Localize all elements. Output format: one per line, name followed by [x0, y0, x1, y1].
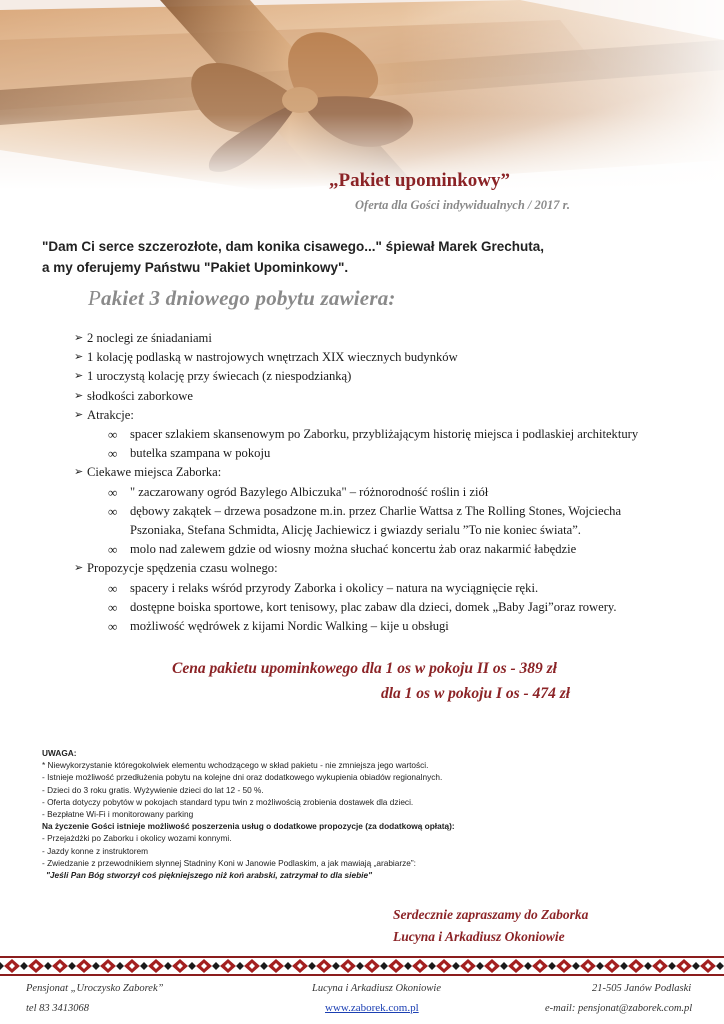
footer-email[interactable]: e-mail: pensjonat@zaborek.com.pl	[545, 1003, 693, 1014]
footer-owners: Lucyna i Arkadiusz Okoniowie	[312, 983, 442, 994]
sub-list-item: ∞ " zaczarowany ogród Bazylego Albiczuka" – różnorodność roślin i ziół	[74, 483, 638, 502]
closing-names: Lucyna i Arkadiusz Okoniowie	[393, 929, 565, 944]
offer-subtitle: Oferta dla Gości indywidualnych / 2017 r.	[355, 198, 570, 212]
folk-pattern-border	[0, 956, 724, 976]
note-line: - Bezpłatne Wi-Fi i monitorowany parking	[42, 809, 194, 820]
note-line: * Niewykorzystanie któregokolwiek elementu wchodzącego w skład pakietu - nie zmniejsza jego wartości.	[42, 760, 429, 771]
sub-list-item-continuation: Pszoniaka, Stefana Schmidta, Alicję Jachiewicz i gwiazdy serialu ”To nie koniec świata”.	[130, 523, 581, 538]
sub-list-item: ∞ spacery i relaks wśród przyrody Zaborka i okolicy – natura na wyciągnięcie ręki.	[74, 579, 638, 598]
intro-line-2: a my oferujemy Państwu "Pakiet Upominkowy".	[42, 260, 349, 275]
infinity-bullet-icon: ∞	[108, 484, 118, 500]
offer-title: „Pakiet upominkowy”	[328, 170, 511, 191]
list-item: ➢ słodkości zaborkowe	[74, 387, 638, 406]
note-line: - Istnieje możliwość przedłużenia pobytu na kolejne dni oraz dodatkowego wykupienia obiadów regionalnych.	[42, 772, 443, 783]
note-line: - Przejażdżki po Zaborku i okolicy wozami konnymi.	[42, 833, 232, 844]
notes-section	[42, 747, 682, 881]
price-line-double: Cena pakietu upominkowego dla 1 os w pokoju II os - 389 zł	[172, 660, 557, 677]
list-item: ➢ 2 noclegi ze śniadaniami	[74, 329, 638, 348]
sub-list-item: ∞ molo nad zalewem gdzie od wiosny można słuchać koncertu żab oraz nakarmić łabędzie	[74, 540, 638, 559]
infinity-bullet-icon: ∞	[108, 599, 118, 615]
infinity-bullet-icon: ∞	[108, 446, 118, 462]
arab-horse-quote: "Jeśli Pan Bóg stworzył coś piękniejszego niż koń arabski, zatrzymał to dla siebie"	[46, 870, 373, 881]
arrow-bullet-icon: ➢	[74, 408, 84, 421]
arrow-bullet-icon: ➢	[74, 332, 84, 344]
intro-line-1: "Dam Ci serce szczerozłote, dam konika cisawego..." śpiewał Marek Grechuta,	[42, 239, 544, 254]
price-line-single: dla 1 os w pokoju I os - 474 zł	[381, 685, 571, 702]
infinity-bullet-icon: ∞	[108, 619, 118, 635]
extra-services-heading: Na życzenie Gości istnieje możliwość poszerzenia usług o dodatkowe propozycje (za dodatkową opłatą):	[42, 821, 455, 832]
closing-signature	[393, 904, 588, 948]
arrow-bullet-icon: ➢	[74, 466, 84, 479]
package-items-list	[74, 329, 638, 636]
note-line: - Zwiedzanie z przewodnikiem słynnej Stadniny Koni w Janowie Podlaskim, a jak mawiają „arabiarze”:	[42, 857, 416, 868]
list-item: ➢ 1 kolację podlaską w nastrojowych wnętrzach XIX wiecznych budynków	[74, 348, 638, 367]
footer-phone: tel 83 3413068	[26, 1003, 89, 1014]
gift-box-image	[0, 0, 724, 190]
footer-pension-name: Pensjonat „Uroczysko Zaborek”	[26, 983, 164, 994]
closing-invitation: Serdecznie zapraszamy do Zaborka	[393, 907, 589, 922]
sub-list-item: ∞ butelka szampana w pokoju	[74, 444, 638, 463]
package-heading	[88, 286, 396, 311]
list-item: ➢ Propozycje spędzenia czasu wolnego:	[74, 559, 638, 578]
note-line: - Oferta dotyczy pobytów w pokojach standard typu twin z możliwością zrobienia dostawek dla dzieci.	[42, 796, 414, 807]
list-item: ➢ 1 uroczystą kolację przy świecach (z niespodzianką)	[74, 367, 638, 386]
notes-heading: UWAGA:	[42, 748, 77, 758]
arrow-bullet-icon: ➢	[74, 389, 84, 402]
list-item: ➢ Atrakcje:	[74, 406, 638, 425]
sub-list-item: ∞ możliwość wędrówek z kijami Nordic Walking – kije u obsługi	[74, 617, 638, 636]
sub-list-item: ∞ spacer szlakiem skansenowym po Zaborku, przybliżającym historię miejsca i podlaskiej architektury	[74, 425, 638, 444]
package-heading-initial: P	[88, 286, 102, 310]
footer-website-link[interactable]: www.zaborek.com.pl	[325, 1002, 419, 1014]
intro-text	[42, 236, 544, 278]
note-line: - Jazdy konne z instruktorem	[42, 845, 149, 856]
infinity-bullet-icon: ∞	[108, 542, 118, 558]
sub-list-item: ∞ dębowy zakątek – drzewa posadzone m.in. przez Charlie Wattsa z The Rolling Stones, Wojciecha	[74, 502, 638, 521]
infinity-bullet-icon: ∞	[108, 427, 118, 443]
infinity-bullet-icon: ∞	[108, 503, 118, 519]
footer-address: 21-505 Janów Podlaski	[592, 983, 692, 994]
sub-list-item: ∞ dostępne boiska sportowe, kort tenisowy, plac zabaw dla dzieci, domek „Baby Jagi”oraz rowery.	[74, 598, 638, 617]
arrow-bullet-icon: ➢	[74, 370, 84, 383]
arrow-bullet-icon: ➢	[74, 562, 84, 575]
package-heading-rest: akiet 3 dniowego pobytu zawiera:	[101, 286, 396, 310]
arrow-bullet-icon: ➢	[74, 351, 84, 364]
note-line: - Dzieci do 3 roku gratis. Wyżywienie dzieci do lat 12 - 50 %.	[42, 784, 264, 795]
list-item: ➢ Ciekawe miejsca Zaborka:	[74, 463, 638, 482]
infinity-bullet-icon: ∞	[108, 580, 118, 596]
